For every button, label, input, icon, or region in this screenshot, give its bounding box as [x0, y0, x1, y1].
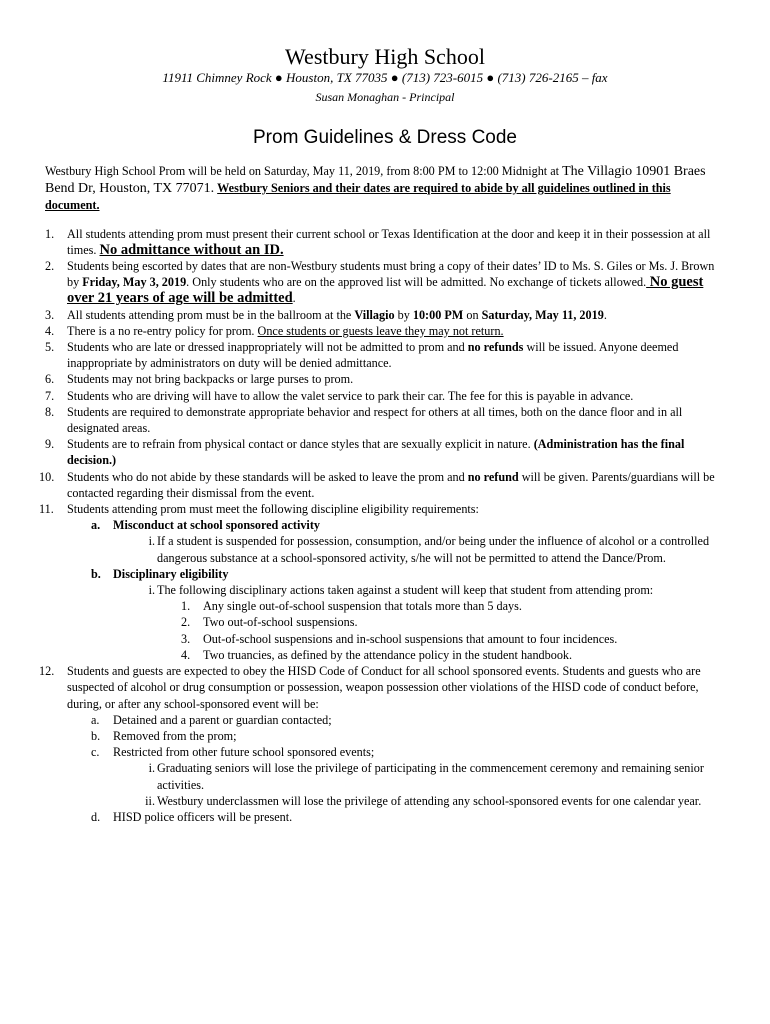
nested-text: Two out-of-school suspensions.: [203, 615, 358, 630]
sublist-text: Detained and a parent or guardian contacted;: [113, 712, 332, 727]
list-item-10: [39, 469, 725, 501]
list-bold: No guest over 21 years of age will be admitted: [67, 274, 704, 307]
roman-item: [45, 533, 725, 565]
sublist-label: b.: [91, 728, 101, 743]
list-bold: No admittance without an ID.: [99, 241, 284, 258]
roman-label: ii.: [145, 793, 155, 808]
sublist-label: a.: [91, 712, 100, 727]
list-item-4: [45, 323, 725, 339]
list-item-5: [45, 339, 725, 371]
principal-name: Susan Monaghan - Principal: [315, 90, 455, 104]
list-text: Students who do not abide by these standards will be asked to leave the prom and: [67, 469, 468, 484]
list-text: Students are required to demonstrate appropriate behavior and respect for others at all times, both on the dance floor and in all designated areas.: [67, 404, 683, 436]
list-text: Students who are driving will have to allow the valet service to park their car. The fee for this is payable in advance.: [67, 388, 634, 403]
roman-item: [45, 793, 725, 809]
list-bold: no refund: [467, 469, 519, 484]
roman-label: i.: [148, 761, 155, 776]
nested-text: Out-of-school suspensions and in-school suspensions that amount to four incidences.: [203, 631, 618, 646]
list-text: Students who are late or dressed inappropriately will not be admitted to prom and: [67, 340, 468, 355]
list-text: by: [394, 307, 413, 322]
roman-text: Westbury underclassmen will lose the privilege of attending any school-sponsored events for one calendar year.: [157, 793, 702, 808]
list-text: Students attending prom must meet the following discipline eligibility requirements:: [67, 502, 479, 517]
sublist-text: Removed from the prom;: [113, 728, 237, 743]
sublist-text: HISD police officers will be present.: [113, 809, 293, 824]
list-item-2: [45, 258, 725, 307]
nested-item: [45, 647, 725, 663]
list-bold: (Administration has the final decision.): [67, 437, 685, 468]
roman-text: The following disciplinary actions taken against a student will keep that student from attending prom:: [157, 583, 654, 598]
list-text: All students attending prom must be in the ballroom at the: [67, 307, 355, 322]
list-number: 2.: [45, 259, 55, 274]
sublist-label: a.: [91, 518, 101, 533]
list-text: .: [292, 291, 296, 306]
list-number: 9.: [45, 437, 55, 452]
sublist-label: b.: [91, 566, 101, 581]
sublist-item-b: [45, 728, 725, 744]
list-text: .: [603, 307, 607, 322]
list-bold: Villagio: [354, 307, 395, 322]
list-text: Students and guests are expected to obey the HISD Code of Conduct for all school sponsored events. Students and guests who are suspected of alcohol or drug consumption or possession, weapon possession other violations of the HISD code of conduct before, during, or after any school-sponsored event will be:: [67, 664, 701, 711]
list-bold: Friday, May 3, 2019: [82, 275, 187, 290]
list-number: 7.: [45, 388, 55, 403]
list-number: 11.: [39, 502, 54, 517]
list-number: 5.: [45, 340, 55, 355]
list-item-3: [45, 307, 725, 323]
list-text: on: [463, 307, 482, 322]
list-number: 3.: [45, 307, 55, 322]
nested-item: [45, 614, 725, 630]
list-item-9: [45, 436, 725, 468]
nested-number: 3.: [181, 631, 191, 646]
sublist-item-b: [45, 566, 725, 582]
list-item-7: [45, 388, 725, 404]
list-item-11: [39, 501, 725, 517]
nested-number: 2.: [181, 615, 191, 630]
list-number: 8.: [45, 404, 55, 419]
list-bold: Saturday, May 11, 2019: [481, 307, 604, 322]
sublist-title: Misconduct at school sponsored activity: [113, 518, 320, 533]
list-bold: 10:00 PM: [412, 307, 464, 322]
nested-text: Two truancies, as defined by the attendance policy in the student handbook.: [203, 647, 573, 662]
roman-item: [45, 760, 725, 792]
nested-number: 1.: [181, 599, 191, 614]
document-title: Prom Guidelines & Dress Code: [253, 127, 517, 148]
sublist-label: c.: [91, 745, 100, 760]
list-text: Students being escorted by dates that are non-Westbury students must bring a copy of their dates’ ID to Ms. S. Giles or Ms. J. Brown by: [67, 259, 715, 290]
document-body: [39, 163, 725, 825]
sublist-label: d.: [91, 809, 101, 824]
roman-text: If a student is suspended for possession, consumption, and/or being under the influence of alcohol or a controlled dangerous substance at a school-sponsored activity, s/he will not be permitted to attend the Dance/Prom.: [157, 534, 710, 565]
list-item-8: [45, 404, 725, 436]
list-number: 4.: [45, 323, 55, 338]
sublist-item-c: [45, 744, 725, 760]
list-text: All students attending prom must present their current school or Texas Identification at the door and keep it in their possession at all times.: [67, 226, 711, 257]
list-bold: no refunds: [467, 340, 524, 355]
list-item-1: [45, 226, 725, 258]
sublist-text: Restricted from other future school sponsored events;: [113, 745, 375, 760]
list-number: 12.: [39, 664, 55, 679]
list-text: will be issued. Anyone deemed inappropriate by administrators on duty will be denied admittance.: [67, 340, 679, 371]
nested-text: Any single out-of-school suspension that totals more than 5 days.: [203, 599, 522, 614]
roman-text: Graduating seniors will lose the privilege of participating in the commencement ceremony and remaining senior activities.: [157, 761, 704, 792]
intro-paragraph: [45, 163, 725, 214]
list-number: 10.: [39, 469, 55, 484]
list-item-6: [45, 371, 725, 387]
list-item-12: [39, 663, 725, 712]
intro-venue: The Villagio: [562, 164, 633, 179]
school-name: Westbury High School: [285, 44, 485, 69]
intro-address: 10901 Braes Bend Dr, Houston, TX 77071.: [45, 164, 706, 197]
sublist-item-d: [45, 809, 725, 825]
sublist-item-a: [45, 712, 725, 728]
school-address: 11911 Chimney Rock ● Houston, TX 77035 ● (713) 723-6015 ● (713) 726-2165 – fax: [162, 70, 608, 85]
nested-item: [45, 598, 725, 614]
list-number: 1.: [45, 226, 55, 241]
roman-item: [45, 582, 725, 598]
sublist-title: Disciplinary eligibility: [113, 566, 229, 581]
list-text: There is a no re-entry policy for prom.: [67, 323, 258, 338]
nested-item: [45, 631, 725, 647]
list-text: will be given. Parents/guardians will be contacted regarding their dismissal from the event.: [67, 469, 715, 500]
list-text: . Only students who are on the approved list will be admitted. No exchange of tickets allowed.: [186, 275, 647, 290]
nested-number: 4.: [181, 647, 191, 662]
roman-label: i.: [148, 583, 155, 598]
list-text: Students are to refrain from physical contact or dance styles that are sexually explicit in nature.: [67, 437, 534, 452]
roman-label: i.: [148, 534, 155, 549]
list-number: 6.: [45, 372, 55, 387]
sublist-item-a: [45, 517, 725, 533]
list-underline: Once students or guests leave they may not return.: [257, 323, 504, 338]
intro-emphasis: Westbury Seniors and their dates are required to abide by all guidelines outlined in this document.: [45, 181, 671, 213]
list-text: Students may not bring backpacks or large purses to prom.: [67, 372, 354, 387]
intro-text: Westbury High School Prom will be held on Saturday, May 11, 2019, from 8:00 PM to 12:00 Midnight at: [45, 164, 563, 178]
